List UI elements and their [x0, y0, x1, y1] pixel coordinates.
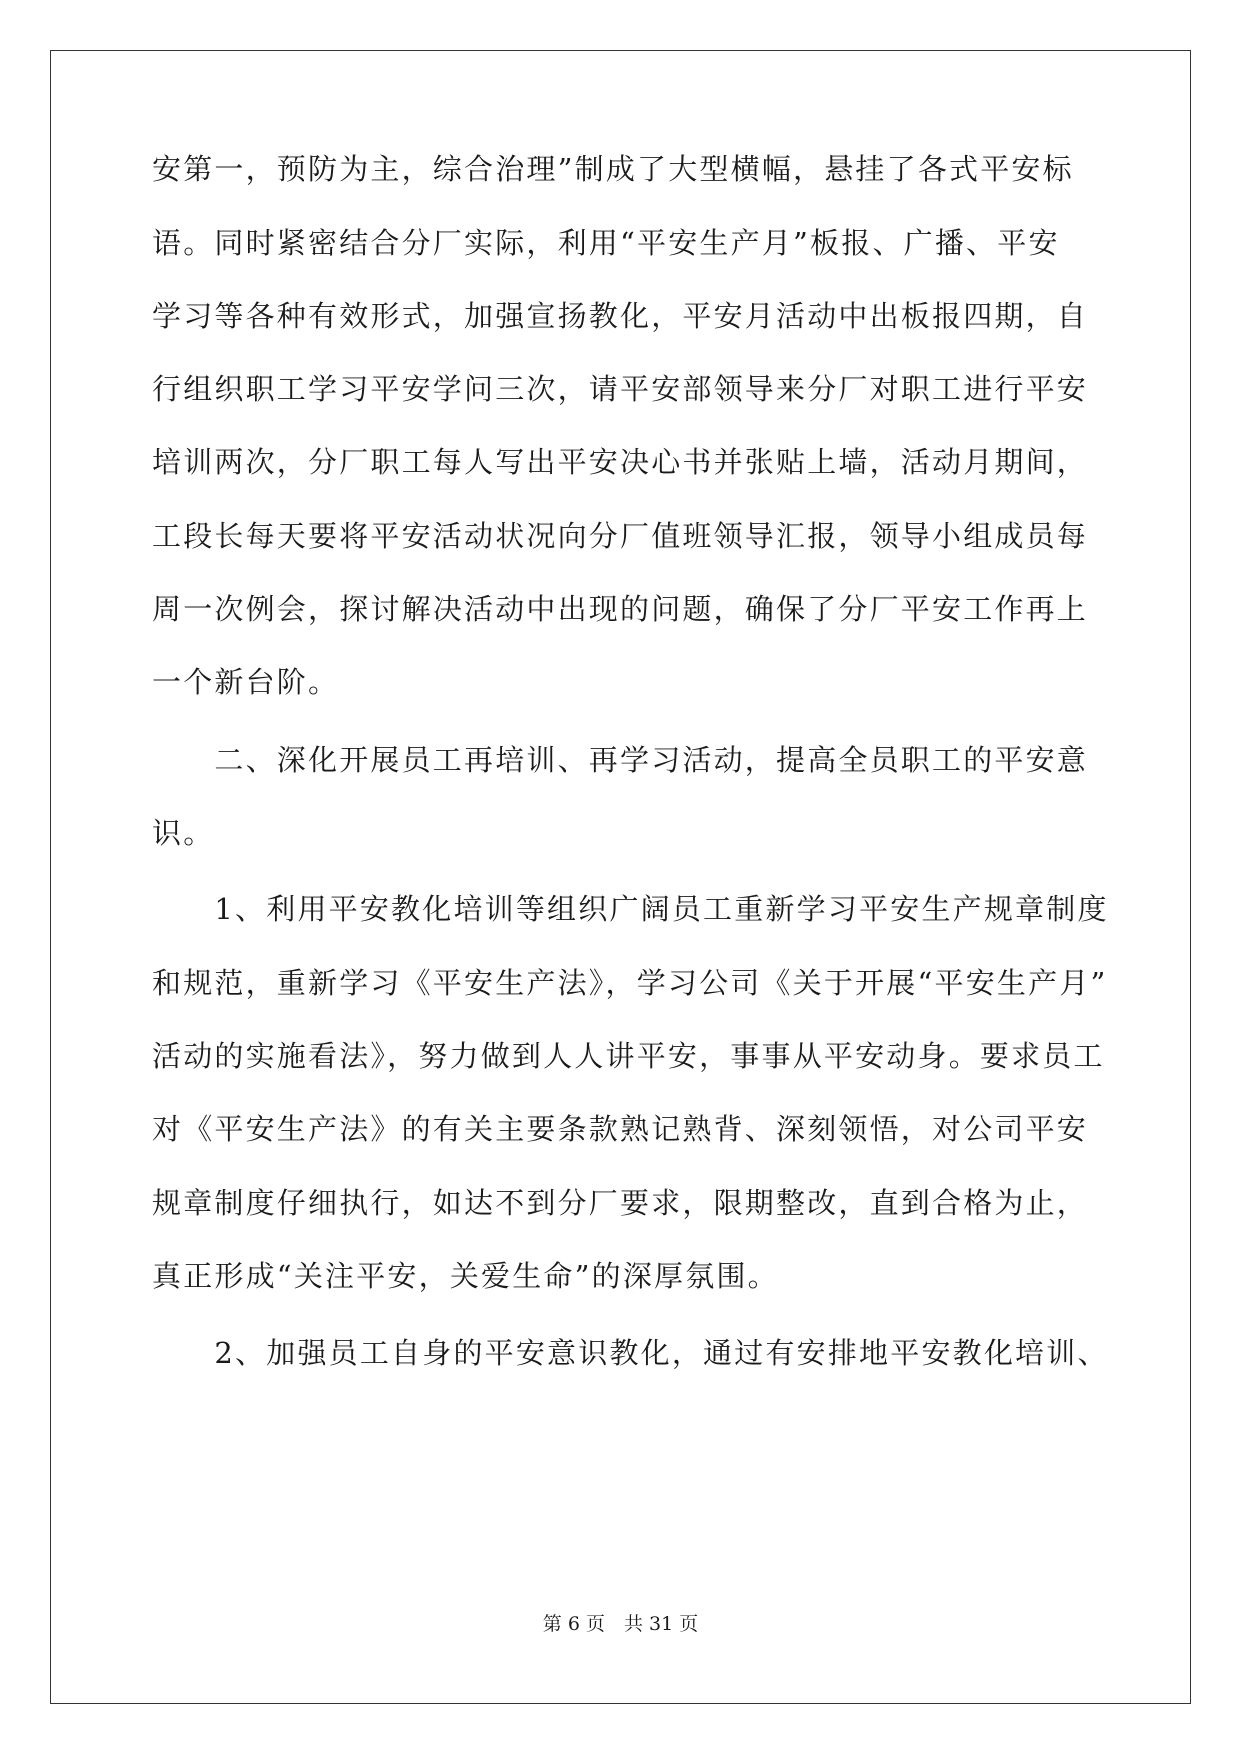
- text-line: 对《平安生产法》的有关主要条款熟记熟背、深刻领悟，对公司平安: [152, 1112, 1089, 1146]
- text-line: 和规范，重新学习《平安生产法》，学习公司《关于开展“平安生产月”: [152, 966, 1108, 1000]
- page-footer: 第 6 页 共 31 页: [542, 1613, 699, 1635]
- text-line: 一个新台阶。: [152, 665, 340, 699]
- text-line: 2、加强员工自身的平安意识教化，通过有安排地平安教化培训、: [152, 1336, 1109, 1370]
- text-line: 周一次例会，探讨解决活动中出现的问题，确保了分厂平安工作再上: [152, 592, 1089, 626]
- text-line: 工段长每天要将平安活动状况向分厂值班领导汇报，领导小组成员每: [152, 519, 1089, 553]
- text-line: 识。: [152, 816, 215, 850]
- text-line: 活动的实施看法》，努力做到人人讲平安，事事从平安动身。要求员工: [152, 1039, 1105, 1073]
- text-line: 二、深化开展员工再培训、再学习活动，提高全员职工的平安意: [152, 743, 1089, 777]
- text-line: 安第一，预防为主，综合治理”制成了大型横幅，悬挂了各式平安标: [152, 152, 1074, 186]
- text-line: 1、利用平安教化培训等组织广阔员工重新学习平安生产规章制度: [152, 892, 1109, 926]
- text-line: 真正形成“关注平安，关爱生命”的深厚氛围。: [152, 1259, 779, 1293]
- text-line: 学习等各种有效形式，加强宣扬教化，平安月活动中出板报四期，自: [152, 299, 1089, 333]
- text-line: 规章制度仔细执行，如达不到分厂要求，限期整改，直到合格为止，: [152, 1186, 1089, 1220]
- text-line: 行组织职工学习平安学问三次，请平安部领导来分厂对职工进行平安: [152, 372, 1089, 406]
- text-line: 培训两次，分厂职工每人写出平安决心书并张贴上墙，活动月期间，: [152, 445, 1089, 479]
- text-line: 语。同时紧密结合分厂实际，利用“平安生产月”板报、广播、平安: [152, 226, 1060, 260]
